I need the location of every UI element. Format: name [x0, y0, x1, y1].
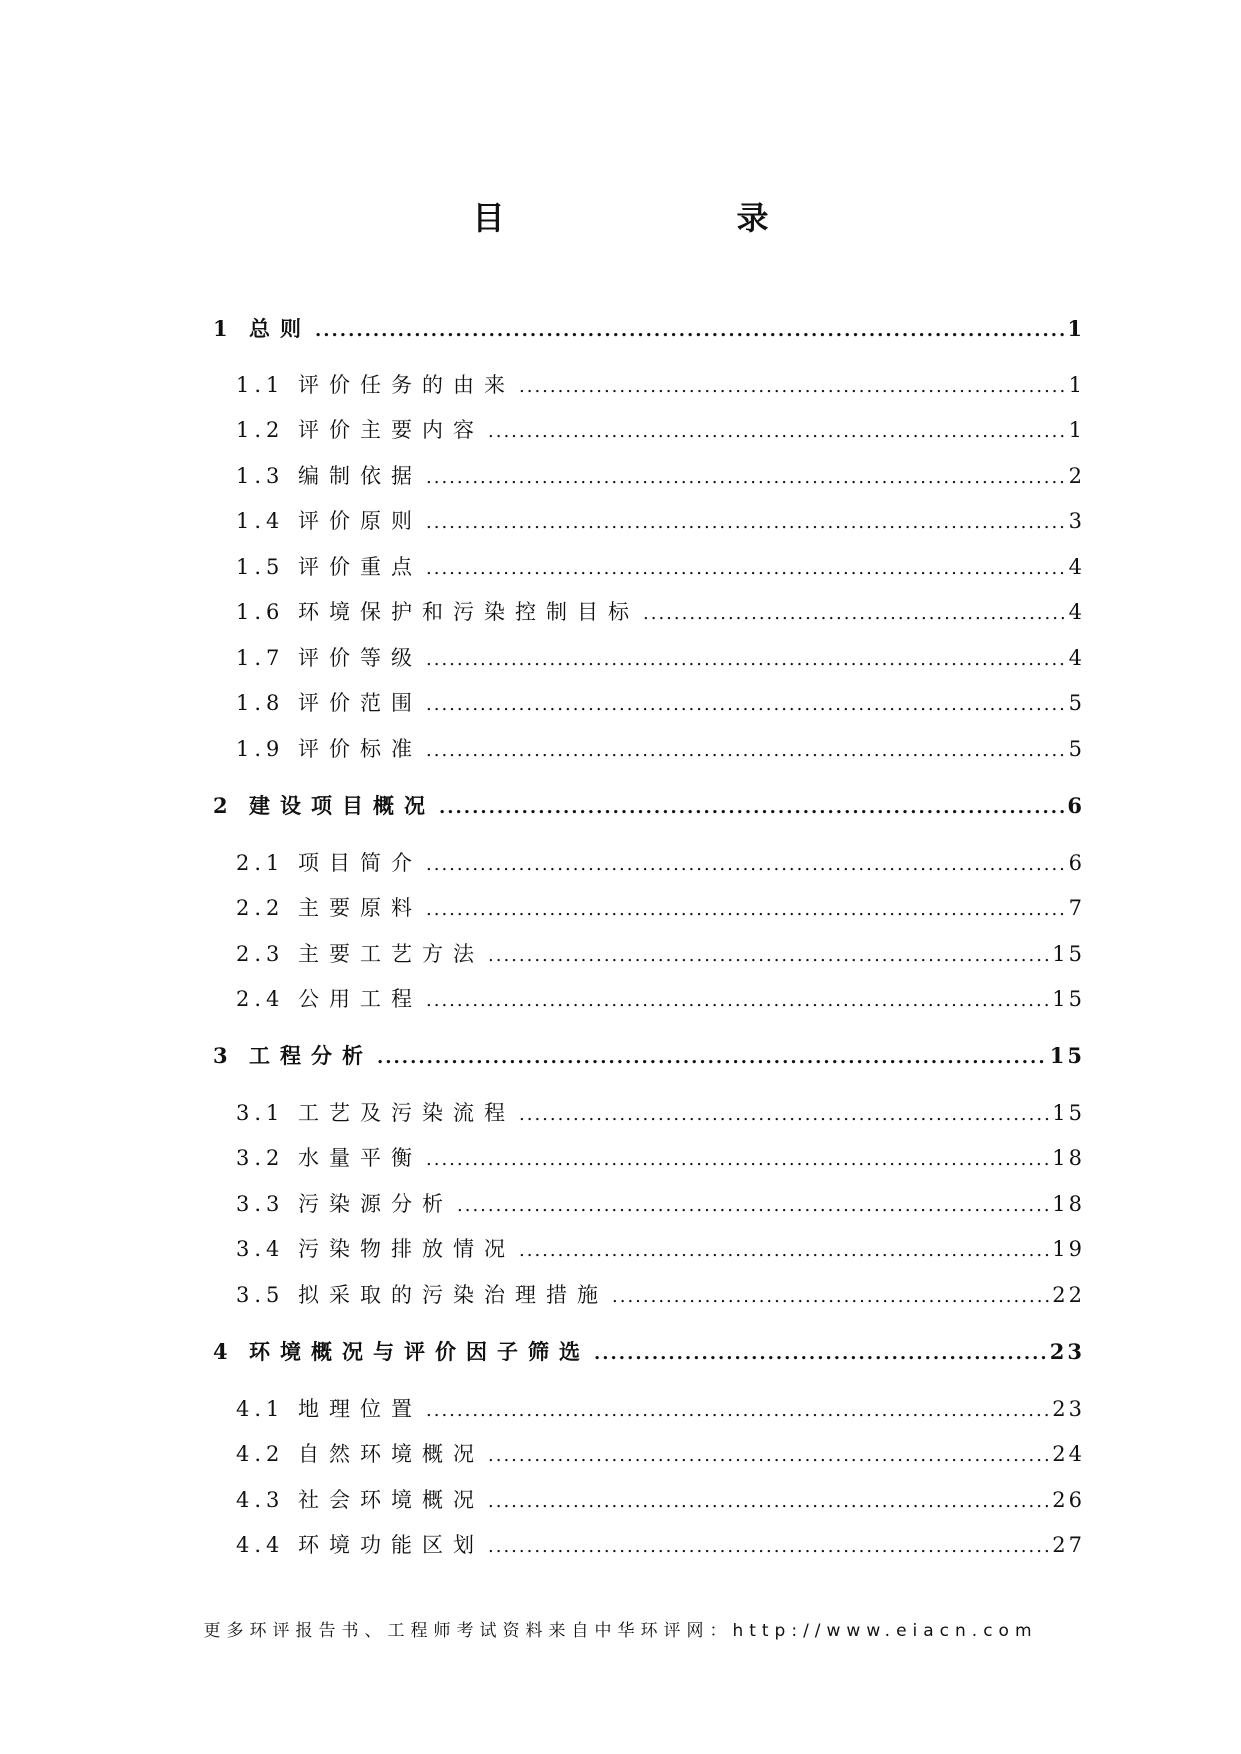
toc-leader-dots	[315, 313, 1065, 349]
toc-page-number: 7	[1068, 896, 1085, 920]
toc-title: 自然环境概况	[298, 1442, 484, 1466]
toc-number: 1.5	[236, 555, 285, 579]
toc-section-4-2[interactable]	[236, 1436, 1085, 1472]
toc-page-number: 3	[1068, 509, 1085, 533]
toc-section-2-4[interactable]	[236, 981, 1085, 1017]
toc-chapter-4[interactable]	[213, 1334, 1085, 1370]
toc-title: 评价等级	[298, 646, 422, 670]
toc-number: 3.2	[236, 1146, 285, 1170]
toc-chapter-3[interactable]	[213, 1038, 1085, 1074]
toc-leader-dots	[426, 892, 1067, 928]
toc-section-3-2[interactable]	[236, 1140, 1085, 1176]
toc-leader-dots	[612, 1279, 1050, 1315]
toc-leader-dots	[426, 1393, 1050, 1429]
toc-number: 1.3	[236, 464, 285, 488]
toc-page-number: 15	[1052, 1101, 1085, 1125]
toc-section-1-9[interactable]	[236, 731, 1085, 767]
toc-leader-dots	[426, 983, 1050, 1019]
toc-section-1-6[interactable]	[236, 594, 1085, 630]
toc-section-2-1[interactable]	[236, 845, 1085, 881]
toc-page-number: 4	[1068, 555, 1085, 579]
toc-page-number: 1	[1067, 316, 1085, 341]
toc-title: 评价原则	[298, 509, 422, 533]
toc-section-1-4[interactable]	[236, 503, 1085, 539]
toc-number: 4.1	[236, 1397, 285, 1421]
toc-title: 社会环境概况	[298, 1488, 484, 1512]
toc-number: 2	[213, 793, 233, 818]
toc-number: 2.1	[236, 851, 285, 875]
toc-page-number: 4	[1068, 646, 1085, 670]
toc-number: 1.8	[236, 691, 285, 715]
toc-leader-dots	[426, 847, 1067, 883]
toc-page-number: 24	[1052, 1442, 1085, 1466]
toc-title: 污染源分析	[298, 1192, 453, 1216]
toc-page-number: 1	[1068, 418, 1085, 442]
toc-leader-dots	[426, 642, 1067, 678]
toc-number: 3.4	[236, 1237, 285, 1261]
toc-page-number: 4	[1068, 600, 1085, 624]
toc-page-number: 2	[1068, 464, 1085, 488]
toc-title: 公用工程	[298, 987, 422, 1011]
toc-leader-dots	[519, 369, 1067, 405]
toc-section-1-1[interactable]	[236, 367, 1085, 403]
toc-number: 3.3	[236, 1192, 285, 1216]
toc-page-number: 23	[1052, 1397, 1085, 1421]
toc-number: 4.3	[236, 1488, 285, 1512]
toc-leader-dots	[488, 1529, 1050, 1565]
toc-leader-dots	[519, 1233, 1050, 1269]
toc-section-3-4[interactable]	[236, 1231, 1085, 1267]
toc-title: 地理位置	[298, 1397, 422, 1421]
toc-section-3-5[interactable]	[236, 1277, 1085, 1313]
toc-title: 主要原料	[298, 896, 422, 920]
toc-leader-dots	[426, 460, 1067, 496]
toc-leader-dots	[426, 551, 1067, 587]
footer-note: 更多环评报告书、工程师考试资料来自中华环评网：http://www.eiacn.com	[203, 1621, 1038, 1641]
toc-section-2-2[interactable]	[236, 890, 1085, 926]
toc-leader-dots	[488, 938, 1050, 974]
toc-number: 1	[213, 316, 233, 341]
toc-title: 项目简介	[298, 851, 422, 875]
toc-title: 水量平衡	[298, 1146, 422, 1170]
toc-section-2-3[interactable]	[236, 936, 1085, 972]
toc-page-number: 18	[1052, 1192, 1085, 1216]
toc-chapter-2[interactable]	[213, 788, 1085, 824]
toc-title: 评价标准	[298, 737, 422, 761]
toc-page-number: 22	[1052, 1283, 1085, 1307]
toc-leader-dots	[519, 1097, 1050, 1133]
toc-title: 工艺及污染流程	[298, 1101, 515, 1125]
toc-number: 1.1	[236, 373, 285, 397]
toc-page-number: 15	[1052, 987, 1085, 1011]
toc-title: 总则	[249, 317, 311, 341]
toc-page-number: 19	[1052, 1237, 1085, 1261]
page-title: 目 录	[472, 199, 869, 237]
toc-title: 评价重点	[298, 555, 422, 579]
toc-number: 3	[213, 1043, 233, 1068]
toc-leader-dots	[488, 414, 1067, 450]
toc-section-1-7[interactable]	[236, 640, 1085, 676]
toc-title: 评价任务的由来	[298, 373, 515, 397]
toc-number: 3.5	[236, 1283, 285, 1307]
toc-page-number: 23	[1049, 1339, 1085, 1364]
toc-section-1-2[interactable]	[236, 412, 1085, 448]
toc-title: 评价范围	[298, 691, 422, 715]
toc-leader-dots	[488, 1484, 1050, 1520]
toc-title: 环境概况与评价因子筛选	[249, 1340, 590, 1364]
toc-number: 3.1	[236, 1101, 285, 1125]
toc-section-4-1[interactable]	[236, 1391, 1085, 1427]
toc-page-number: 6	[1067, 793, 1085, 818]
toc-section-3-1[interactable]	[236, 1095, 1085, 1131]
toc-title: 工程分析	[249, 1044, 373, 1068]
toc-number: 2.2	[236, 896, 285, 920]
toc-title: 主要工艺方法	[298, 942, 484, 966]
toc-title: 污染物排放情况	[298, 1237, 515, 1261]
toc-number: 2.4	[236, 987, 285, 1011]
toc-section-4-3[interactable]	[236, 1482, 1085, 1518]
toc-leader-dots	[426, 733, 1067, 769]
toc-page-number: 15	[1052, 942, 1085, 966]
toc-number: 1.6	[236, 600, 285, 624]
toc-section-1-3[interactable]	[236, 458, 1085, 494]
toc-leader-dots	[439, 790, 1065, 826]
toc-page-number: 5	[1068, 737, 1085, 761]
toc-page-number: 5	[1068, 691, 1085, 715]
toc-section-1-5[interactable]	[236, 549, 1085, 585]
toc-leader-dots	[643, 596, 1067, 632]
toc-page-number: 27	[1052, 1533, 1085, 1557]
toc-title: 环境保护和污染控制目标	[298, 600, 639, 624]
toc-title: 拟采取的污染治理措施	[298, 1283, 608, 1307]
toc-page-number: 6	[1068, 851, 1085, 875]
toc-number: 4	[213, 1339, 233, 1364]
toc-page-number: 26	[1052, 1488, 1085, 1512]
toc-leader-dots	[457, 1188, 1050, 1224]
toc-page-number: 1	[1068, 373, 1085, 397]
toc-number: 2.3	[236, 942, 285, 966]
toc-number: 4.4	[236, 1533, 285, 1557]
toc-title: 环境功能区划	[298, 1533, 484, 1557]
toc-leader-dots	[377, 1040, 1048, 1076]
toc-page-number: 15	[1049, 1043, 1085, 1068]
toc-leader-dots	[488, 1438, 1050, 1474]
toc-section-3-3[interactable]	[236, 1186, 1085, 1222]
toc-number: 1.9	[236, 737, 285, 761]
toc-page-number: 18	[1052, 1146, 1085, 1170]
toc-number: 1.2	[236, 418, 285, 442]
toc-number: 1.7	[236, 646, 285, 670]
toc-title: 评价主要内容	[298, 418, 484, 442]
toc-chapter-1[interactable]	[213, 311, 1085, 347]
toc-leader-dots	[426, 1142, 1050, 1178]
toc-title: 编制依据	[298, 464, 422, 488]
toc-number: 4.2	[236, 1442, 285, 1466]
toc-section-1-8[interactable]	[236, 685, 1085, 721]
toc-title: 建设项目概况	[249, 794, 435, 818]
toc-leader-dots	[426, 505, 1067, 541]
toc-leader-dots	[594, 1336, 1048, 1372]
toc-section-4-4[interactable]	[236, 1527, 1085, 1563]
toc-leader-dots	[426, 687, 1067, 723]
toc-number: 1.4	[236, 509, 285, 533]
